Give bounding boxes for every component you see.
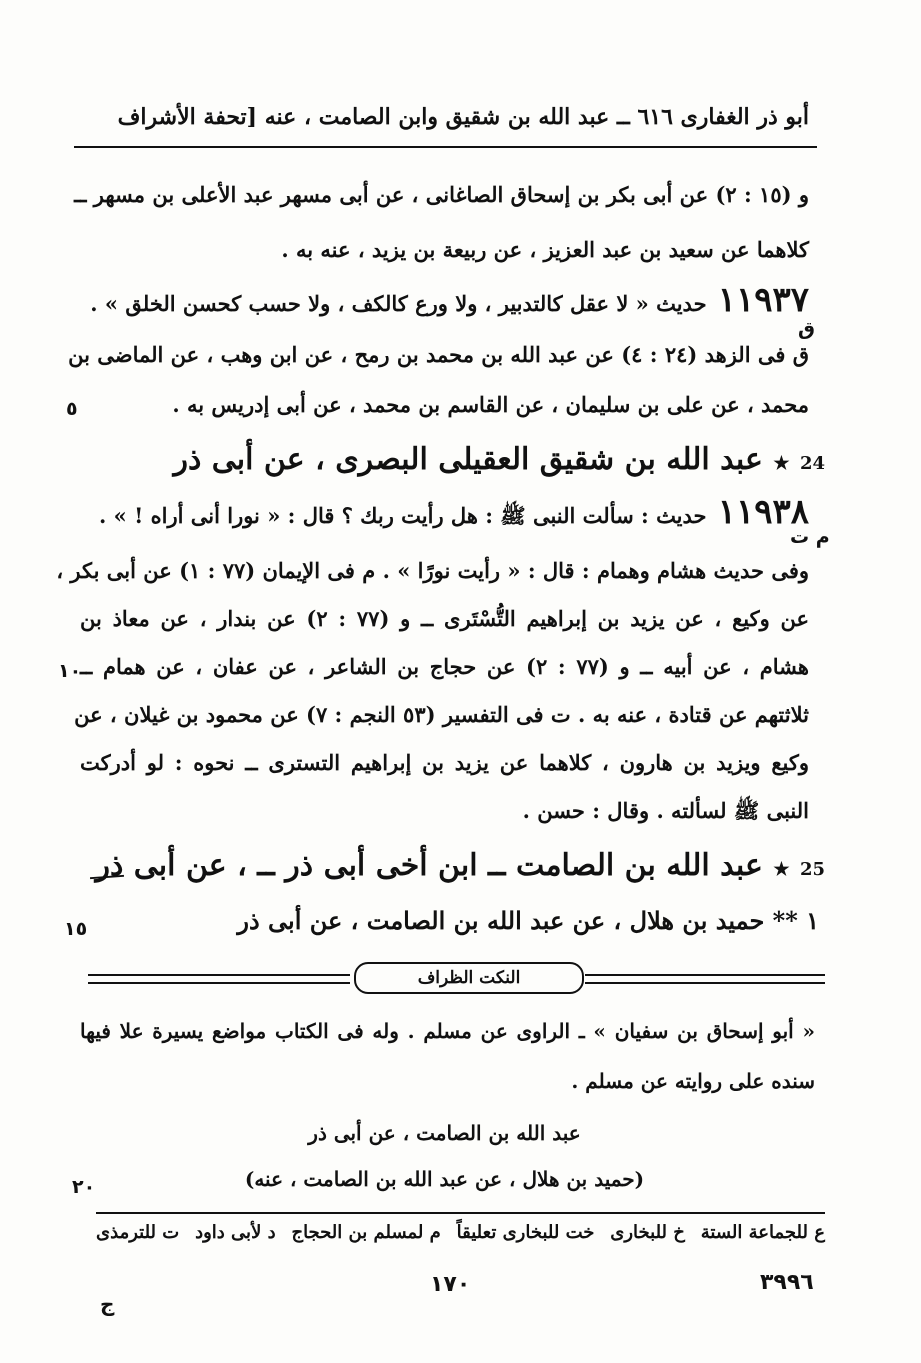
body-line: و (١٥ : ٢) عن أبى بكر بن إسحاق الصاغانى ، عن أبى مسهر عبد الأعلى بن مسهر ــ xyxy=(74,182,809,207)
body-line: عن وكيع ، عن يزيد بن إبراهيم التُّسْتَرى ــ و (٧٧ : ٢) عن بندار ، عن معاذ بن xyxy=(80,606,809,631)
body-line: ق فى الزهد (٢٤ : ٤) عن عبد الله بن محمد بن رمح ، عن ابن وهب ، عن الماضى بن xyxy=(68,342,809,367)
nukat-line: سنده على روايته عن مسلم . xyxy=(571,1069,815,1093)
body-line: وفى حديث هشام وهمام : قال : « رأيت نورًا » . م فى الإيمان (٧٧ : ١) عن أبى بكر ، xyxy=(56,558,809,583)
body-line: وكيع ويزيد بن هارون ، كلاهما عن يزيد بن إبراهيم التسترى ــ نحوه : لو أدركت xyxy=(80,750,809,775)
star-marker: ★ xyxy=(773,859,790,880)
volume-number: ٣٩٩٦ xyxy=(760,1270,814,1295)
sub-text: ** حميد بن هلال ، عن عبد الله بن الصامت ، عن أبى ذر xyxy=(237,906,798,935)
footer-rule xyxy=(96,1212,825,1214)
header-rule xyxy=(74,146,817,148)
nukat-divider xyxy=(88,962,825,996)
section-heading xyxy=(80,440,825,484)
abbreviation-legend xyxy=(96,1222,825,1243)
body-line: كلاهما عن سعيد بن عبد العزيز ، عن ربيعة بن يزيد ، عنه به . xyxy=(281,237,809,262)
running-header: أبو ذر الغفارى ٦١٦ ــ عبد الله بن شقيق وابن الصامت ، عنه [تحفة الأشراف xyxy=(117,104,809,130)
sub-number: ١ xyxy=(806,906,819,935)
section-number: 25 xyxy=(799,859,825,880)
star-marker: ★ xyxy=(773,453,790,474)
hadith-heading xyxy=(80,492,809,536)
section-title: عبد الله بن الصامت ــ ابن أخى أبى ذر ــ ، عن أبى ذر xyxy=(95,848,763,883)
divider-label: النكت الظراف xyxy=(354,962,584,994)
source-symbol: م ت xyxy=(790,526,830,548)
hadith-number: ١١٩٣٧ xyxy=(717,280,809,320)
margin-line-number: ٥ xyxy=(66,398,78,420)
nukat-center-line: (حميد بن هلال ، عن عبد الله بن الصامت ، عنه) xyxy=(244,1167,645,1191)
hadith-text: حديث « لا عقل كالتدبير ، ولا ورع كالكف ، ولا حسب كحسن الخلق » . xyxy=(90,291,707,316)
body-line: هشام ، عن أبيه ــ و (٧٧ : ٢) عن حجاج بن الشاعر ، عن عفان ، عن همام ــ xyxy=(80,654,809,679)
hadith-number: ١١٩٣٨ xyxy=(717,492,809,532)
section-title: عبد الله بن شقيق العقيلى البصرى ، عن أبى ذر xyxy=(173,442,763,477)
body-line: محمد ، عن على بن سليمان ، عن القاسم بن محمد ، عن أبى إدريس به . xyxy=(172,392,809,417)
source-symbol: ق xyxy=(798,318,815,340)
hadith-heading xyxy=(80,280,809,324)
nukat-line: « أبو إسحاق بن سفيان » ـ الراوى عن مسلم . وله فى الكتاب مواضع يسيرة علا فيها xyxy=(80,1019,815,1043)
page-number: ١٧٠ xyxy=(430,1272,471,1297)
hadith-text: حديث : سألت النبى ﷺ : هل رأيت ربك ؟ قال : « نورا أنى أراه ! » . xyxy=(99,503,707,528)
section-heading xyxy=(80,846,825,890)
divider-rule xyxy=(88,974,350,984)
margin-line-number: ١٠ xyxy=(58,660,82,682)
abbreviation: ت للترمذى xyxy=(96,1222,180,1243)
body-line: ثلاثتهم عن قتادة ، عنه به . ت فى التفسير (٥٣ النجم : ٧) عن محمود بن غيلان ، عن xyxy=(74,702,809,727)
abbreviation: د لأبى داود xyxy=(195,1222,276,1243)
sub-heading xyxy=(80,906,819,936)
body-line: النبى ﷺ لسألته . وقال : حسن . xyxy=(522,798,809,823)
abbreviation: خ للبخارى xyxy=(610,1222,685,1243)
section-number: 24 xyxy=(799,453,825,474)
margin-line-number: ١٥ xyxy=(64,918,88,940)
abbreviation: م لمسلم بن الحجاج xyxy=(291,1222,441,1243)
abbreviation: ع للجماعة الستة xyxy=(700,1222,825,1243)
signature-mark: ج xyxy=(100,1292,115,1316)
nukat-center-line: عبد الله بن الصامت ، عن أبى ذر xyxy=(308,1121,581,1145)
margin-line-number: ٢٠ xyxy=(72,1176,96,1198)
abbreviation: خت للبخارى تعليقاً xyxy=(456,1222,595,1243)
divider-rule xyxy=(585,974,825,984)
